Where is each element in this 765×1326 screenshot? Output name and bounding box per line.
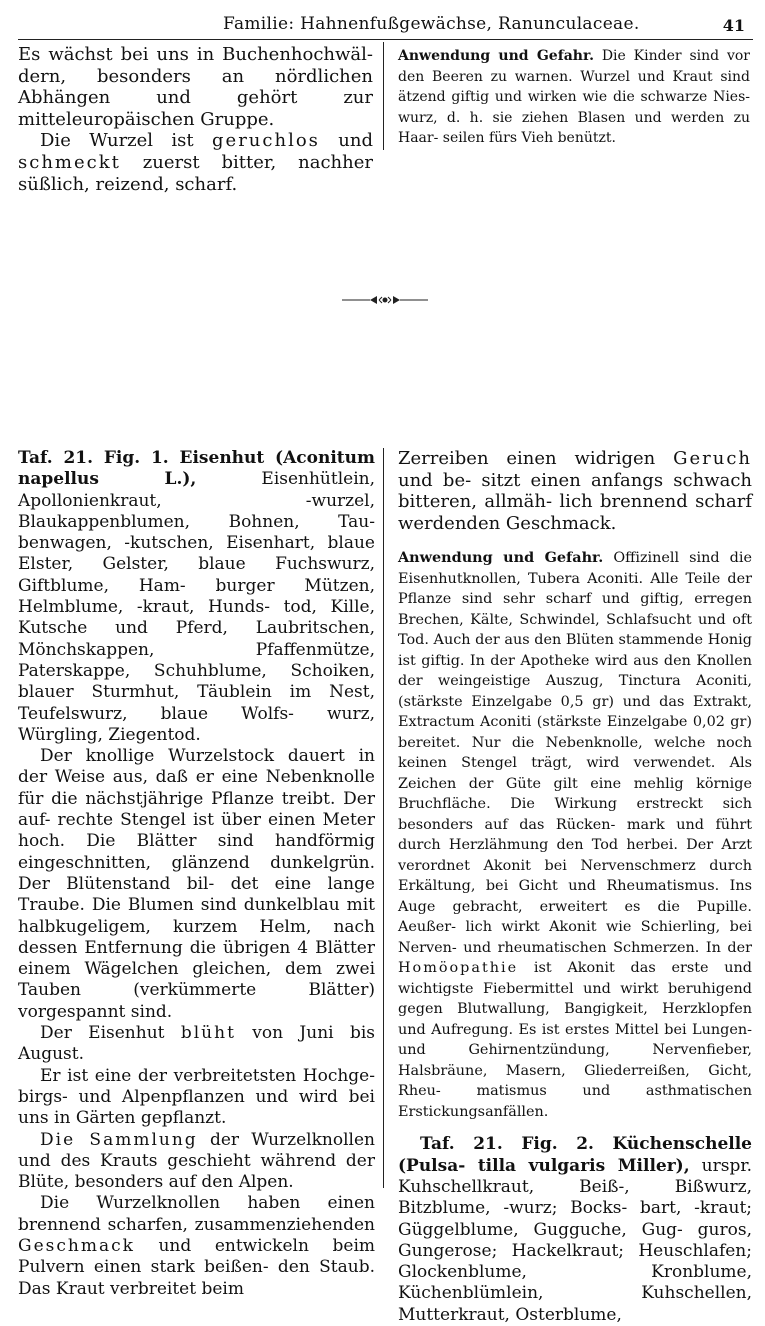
root-taste-paragraph: Die Wurzel ist geruchlos und schmeckt zuerst bitter, nachher süßlich, reizend, scharf. (18, 130, 373, 195)
aconitum-entry-heading-paragraph (18, 448, 375, 746)
running-header (18, 14, 753, 38)
aconitum-use-heading: Anwendung und Gefahr. (398, 549, 604, 567)
pulsatilla-entry-title: Taf. 21. Fig. 2. Küchenschelle (Pulsa- tilla vulgaris Miller), (398, 1134, 752, 1176)
page-number: 41 (722, 16, 745, 35)
running-title: Familie: Hahnenfußgewächse, Ranunculaceae. (223, 14, 640, 34)
ornament-icon (340, 290, 430, 310)
header-rule (18, 39, 753, 40)
aconitum-taste: Die Wurzelknollen haben einen brennend scharfen, zusammenziehenden Geschmack und entwickeln beim Pulvern einen stark beißen- den Staub. Das Kraut verbreitet beim (18, 1193, 375, 1299)
top-left-column (18, 44, 373, 195)
bottom-column-divider (383, 448, 384, 1188)
top-column-divider (383, 42, 384, 150)
aconitum-use-danger: Anwendung und Gefahr. Offizinell sind die Eisenhutknollen, Tubera Aconiti. Alle Teile der Pflanze sind sehr scharf und giftig, erregen Brechen, Kälte, Schwindel, Schlafsucht und oft Tod. Auch der aus den Blüten stammende Honig ist giftig. In der Apotheke wird aus den Knollen der weingeistige Auszug, Tinctura Aconiti, (stärkste Einzelgabe 0,5 gr) und das Extrakt, Extractum Aconiti (stärkste Einzelgabe 0,02 gr) bereitet. Nur die Nebenknolle, welche noch keinen Stengel trägt, wird verwendet. Als Zeichen der Güte gilt eine mehlig körnige Bruchfläche. Die Wirkung erstreckt sich besonders auf das Rücken- mark und führt durch Herzlähmung den Tod herbei. Der Arzt verordnet Akonit bei Nervenschmerz durch Erkältung, bei Gicht und Rheumatismus. Ins Auge gebracht, erweitert es die Pupille. Aeußer- lich wirkt Akonit wie Schierling, bei Nerven- und rheumatischen Schmerzen. In der Homöopathie ist Akonit das erste und wichtigste Fiebermittel und wirkt beruhigend gegen Blutwallung, Bangigkeit, Herzklopfen und Aufregung. Es ist erstes Mittel bei Lungen- und Gehirnentzündung, Nervenfieber, Halsbräune, Masern, Gliederreißen, Gicht, Rheu- matismus und asthmatischen Erstickungsanfällen. (398, 549, 753, 1120)
aconitum-smell-continued: Zerreiben einen widrigen Geruch und be- sitzt einen anfangs schwach bitteren, allmäh- lich brennend scharf werdenden Geschmack. (398, 448, 752, 534)
pulsatilla-vernacular-names: urspr. Kuhschellkraut, Beiß-, Bißwurz, Bitzblume, -wurz; Bocks- bart, -kraut; Güggelblume, Gugguche, Gug- guros, Gungerose; Hackelkraut; Heuschlafen; Glockenblume, Kronblume, Küchenblümlein, Kuhschellen, Mutterkraut, Osterblume, (398, 1155, 753, 1325)
use-danger-heading: Anwendung und Gefahr. (398, 48, 594, 64)
pulsatilla-entry (398, 1134, 752, 1326)
bottom-left-column (18, 448, 375, 1300)
aconitum-vernacular-names: Eisenhütlein, Apollonienkraut, -wurzel, Blaukappenblumen, Bohnen, Tau- benwagen, -kutschen, Eisenhart, blaue Elster, Gelster, blaue Fuchswurz, Giftblume, Ham- burger Mützen, Helmblume, -kraut, Hunds- tod, Kille, Kutsche und Pferd, Laubritschen, Mönchskappen, Pfaffenmütze, Paterskappe, Schuhblume, Schoiken, blauer Sturmhut, Täublein im Nest, Teufelswurz, blaue Wolfs- wurz, Würgling, Ziegentod. (18, 469, 375, 745)
aconitum-blooming: Der Eisenhut blüht von Juni bis August. (18, 1023, 375, 1065)
habitat-paragraph: Es wächst bei uns in Buchenhochwäl- dern, besonders an nördlichen Abhängen und gehört zur mitteleuropäischen Gruppe. (18, 44, 373, 130)
aconitum-distribution: Er ist eine der verbreitetsten Hochge- birgs- und Alpenpflanzen und wird bei uns in Gärten gepflanzt. (18, 1065, 375, 1129)
aconitum-collection: Die Sammlung der Wurzelknollen und des Krauts geschieht während der Blüte, besonders auf den Alpen. (18, 1129, 375, 1193)
aconitum-description: Der knollige Wurzelstock dauert in der Weise aus, daß er eine Nebenknolle für die nächstjährige Pflanze treibt. Der auf- rechte Stengel ist über einen Meter hoch. Die Blätter sind handförmig eingeschnitten, glänzend dunkelgrün. Der Blütenstand bil- det eine lange Traube. Die Blumen sind dunkelblau mit halbkugeligem, kurzem Helm, nach dessen Entfernung die übrigen 4 Blätter einem Wägelchen gleichen, dem zwei Tauben (verkümmerte Blätter) vorgespannt sind. (18, 746, 375, 1022)
bottom-right-column (398, 448, 752, 1326)
top-right-column (398, 46, 750, 149)
aconitum-entry-title: Taf. 21. Fig. 1. Eisenhut (Aconitum napellus L.), (18, 448, 375, 490)
use-danger-paragraph: Anwendung und Gefahr. Die Kinder sind vor den Beeren zu warnen. Wurzel und Kraut sind ätzend giftig und wirken wie die schwarze Nies- wurz, d. h. sie ziehen Blasen und werden zu Haar- seilen fürs Vieh benützt. (398, 48, 750, 146)
section-ornament (340, 290, 430, 310)
